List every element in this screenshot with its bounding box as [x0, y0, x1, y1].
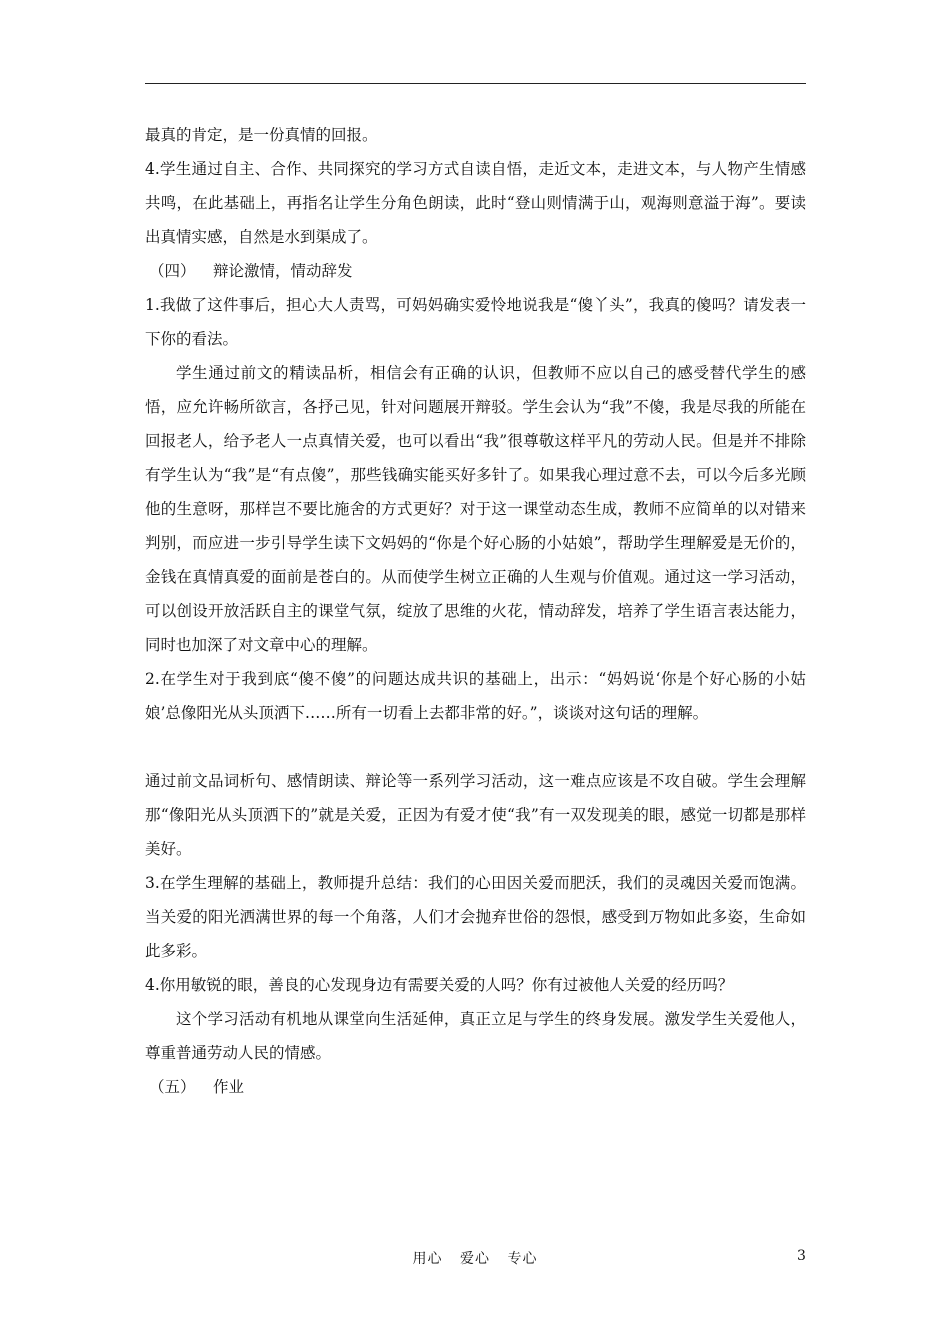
- page-footer: [0, 1248, 950, 1272]
- blank-line: [145, 730, 806, 764]
- paragraph-question-2: 2.在学生对于我到底“傻不傻”的问题达成共识的基础上，出示：“妈妈说‘你是个好心肠的小姑娘’总像阳光从头顶洒下……所有一切看上去都非常的好。”，谈谈对这句话的理解。: [145, 670, 806, 722]
- section-number: （五）: [149, 1078, 196, 1096]
- section-heading-4: [145, 254, 806, 288]
- document-body: [145, 118, 806, 1104]
- paragraph-question-1: 1.我做了这件事后，担心大人责骂，可妈妈确实爱怜地说我是“傻丫头”，我真的傻吗？请发表一下你的看法。: [145, 296, 806, 348]
- paragraph-analysis: 通过前文品词析句、感情朗读、辩论等一系列学习活动，这一难点应该是不攻自破。学生会理解那“像阳光从头顶洒下的”就是关爱，正因为有爱才使“我”有一双发现美的眼，感觉一切都是那样美好。: [145, 772, 806, 858]
- header-rule: [145, 83, 806, 84]
- section-number: （四）: [149, 262, 196, 280]
- paragraph-continuation: 最真的肯定，是一份真情的回报。: [145, 126, 378, 144]
- page-number: 3: [797, 1248, 806, 1264]
- paragraph-item-3: 3.在学生理解的基础上，教师提升总结：我们的心田因关爱而肥沃，我们的灵魂因关爱而饱满。当关爱的阳光洒满世界的每一个角落，人们才会抛弃世俗的怨恨，感受到万物如此多姿，生命如此多彩。: [145, 874, 806, 960]
- paragraph-question-4: 4.你用敏锐的眼，善良的心发现身边有需要关爱的人吗？你有过被他人关爱的经历吗？: [145, 976, 734, 994]
- paragraph-discussion: 学生通过前文的精读品析，相信会有正确的认识，但教师不应以自己的感受替代学生的感悟，应允许畅所欲言，各抒己见，针对问题展开辩驳。学生会认为“我”不傻，我是尽我的所能在回报老人，给予老人一点真情关爱，也可以看出“我”很尊敬这样平凡的劳动人民。但是并不排除有学生认为“我”是“有点傻”，那些钱确实能买好多针了。如果我心理过意不去，可以今后多光顾他的生意呀，那样岂不要比施舍的方式更好？对于这一课堂动态生成，教师不应简单的以对错来判别，而应进一步引导学生读下文妈妈的“你是个好心肠的小姑娘”，帮助学生理解爱是无价的，金钱在真情真爱的面前是苍白的。从而使学生树立正确的人生观与价值观。通过这一学习活动，可以创设开放活跃自主的课堂气氛，绽放了思维的火花，情动辞发，培养了学生语言表达能力，同时也加深了对文章中心的理解。: [145, 364, 806, 654]
- section-title: 辩论激情，情动辞发: [213, 262, 353, 280]
- paragraph-extension: 这个学习活动有机地从课堂向生活延伸，真正立足与学生的终身发展。激发学生关爱他人，尊重普通劳动人民的情感。: [145, 1010, 806, 1062]
- section-heading-5: [145, 1070, 806, 1104]
- section-title: 作业: [213, 1078, 245, 1096]
- paragraph-item-4: 4.学生通过自主、合作、共同探究的学习方式自读自悟，走近文本，走进文本，与人物产生情感共鸣，在此基础上，再指名让学生分角色朗读，此时“登山则情满于山，观海则意溢于海”。要读出真情实感，自然是水到渠成了。: [145, 160, 806, 246]
- footer-motto: 用心 爱心 专心: [412, 1251, 538, 1267]
